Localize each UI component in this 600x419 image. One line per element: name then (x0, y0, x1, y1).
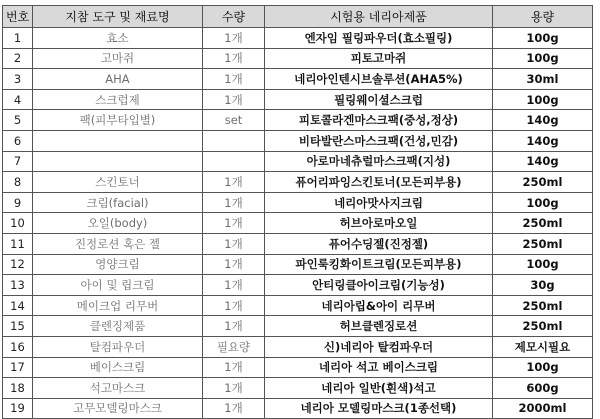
volume: 100g (493, 192, 593, 213)
volume: 250ml (493, 316, 593, 337)
row-number: 3 (3, 69, 33, 90)
row-number: 9 (3, 192, 33, 213)
header-quantity: 수량 (203, 6, 265, 28)
quantity (203, 130, 265, 151)
product-name: 피토고마쥐 (265, 48, 493, 69)
table-row (3, 254, 593, 275)
quantity: 1개 (203, 233, 265, 254)
volume: 30g (493, 275, 593, 296)
volume: 100g (493, 48, 593, 69)
quantity: 1개 (203, 48, 265, 69)
table-row (3, 151, 593, 172)
table-row (3, 336, 593, 357)
table-row (3, 295, 593, 316)
volume: 2000ml (493, 398, 593, 419)
table-row (3, 213, 593, 234)
product-name: 엔자임 필링파우더(효소필링) (265, 28, 493, 49)
table-row (3, 378, 593, 399)
table-row (3, 357, 593, 378)
table-row (3, 192, 593, 213)
volume: 100g (493, 28, 593, 49)
quantity: 1개 (203, 275, 265, 296)
quantity: 1개 (203, 357, 265, 378)
table-row (3, 69, 593, 90)
row-number: 16 (3, 336, 33, 357)
quantity: 1개 (203, 254, 265, 275)
row-number: 11 (3, 233, 33, 254)
product-name: 아로마네츄럴마스크팩(지성) (265, 151, 493, 172)
header-item: 지참 도구 및 재료명 (33, 6, 203, 28)
row-number: 10 (3, 213, 33, 234)
product-name: 네리아 석고 베이스크림 (265, 357, 493, 378)
quantity: 1개 (203, 172, 265, 193)
quantity: set (203, 110, 265, 131)
quantity: 1개 (203, 398, 265, 419)
volume: 250ml (493, 295, 593, 316)
row-number: 17 (3, 357, 33, 378)
product-name: 퓨어리파잉스킨토너(모든피부용) (265, 172, 493, 193)
volume: 250ml (493, 172, 593, 193)
header-volume: 용량 (493, 6, 593, 28)
item-name: 스크럽제 (33, 89, 203, 110)
quantity: 1개 (203, 316, 265, 337)
product-name: 안티링클아이크림(기능성) (265, 275, 493, 296)
table-row (3, 48, 593, 69)
quantity: 1개 (203, 69, 265, 90)
item-name: 아이 및 립크림 (33, 275, 203, 296)
quantity: 1개 (203, 192, 265, 213)
row-number: 18 (3, 378, 33, 399)
volume: 제모시필요 (493, 336, 593, 357)
volume: 100g (493, 89, 593, 110)
header-product: 시험용 네리아제품 (265, 6, 493, 28)
item-name: 탈컴파우더 (33, 336, 203, 357)
volume: 140g (493, 130, 593, 151)
product-name: 네리아맛사지크림 (265, 192, 493, 213)
materials-table (2, 5, 593, 419)
item-name: 석고마스크 (33, 378, 203, 399)
volume: 250ml (493, 233, 593, 254)
item-name: AHA (33, 69, 203, 90)
product-name: 네리아 모델링마스크(1종선택) (265, 398, 493, 419)
item-name: 진정로션 혹은 젤 (33, 233, 203, 254)
materials-table-container (2, 5, 593, 419)
table-row (3, 89, 593, 110)
product-name: 피토콜라겐마스크팩(중성,정상) (265, 110, 493, 131)
quantity: 1개 (203, 378, 265, 399)
table-row (3, 130, 593, 151)
row-number: 6 (3, 130, 33, 151)
volume: 600g (493, 378, 593, 399)
item-name: 효소 (33, 28, 203, 49)
item-name: 팩(피부타입별) (33, 110, 203, 131)
table-row (3, 172, 593, 193)
table-header (3, 6, 593, 28)
product-name: 네리아인텐시브솔루션(AHA5%) (265, 69, 493, 90)
product-name: 비타발란스마스크팩(건성,민감) (265, 130, 493, 151)
header-row (3, 6, 593, 28)
quantity: 1개 (203, 89, 265, 110)
row-number: 5 (3, 110, 33, 131)
quantity: 1개 (203, 28, 265, 49)
quantity: 1개 (203, 213, 265, 234)
item-name: 오일(body) (33, 213, 203, 234)
table-row (3, 275, 593, 296)
item-name: 고무모델링마스크 (33, 398, 203, 419)
item-name: 고마쥐 (33, 48, 203, 69)
quantity: 필요량 (203, 336, 265, 357)
header-number: 번호 (3, 6, 33, 28)
product-name: 네리아립&아이 리무버 (265, 295, 493, 316)
table-row (3, 110, 593, 131)
table-row (3, 233, 593, 254)
row-number: 13 (3, 275, 33, 296)
product-name: 허브클렌징로션 (265, 316, 493, 337)
row-number: 8 (3, 172, 33, 193)
item-name: 영양크림 (33, 254, 203, 275)
product-name: 퓨어수딩젤(진정젤) (265, 233, 493, 254)
item-name: 메이크업 리무버 (33, 295, 203, 316)
item-name: 베이스크림 (33, 357, 203, 378)
volume: 100g (493, 254, 593, 275)
item-name (33, 130, 203, 151)
row-number: 1 (3, 28, 33, 49)
volume: 30ml (493, 69, 593, 90)
row-number: 19 (3, 398, 33, 419)
item-name: 크림(facial) (33, 192, 203, 213)
quantity: 1개 (203, 295, 265, 316)
table-row (3, 28, 593, 49)
volume: 250ml (493, 213, 593, 234)
item-name: 클렌징제품 (33, 316, 203, 337)
volume: 140g (493, 110, 593, 131)
volume: 140g (493, 151, 593, 172)
row-number: 4 (3, 89, 33, 110)
item-name (33, 151, 203, 172)
table-row (3, 316, 593, 337)
product-name: 파인룩킹화이트크림(모든피부용) (265, 254, 493, 275)
quantity (203, 151, 265, 172)
product-name: 네리아 일반(흰색)석고 (265, 378, 493, 399)
table-row (3, 398, 593, 419)
product-name: 허브아로마오일 (265, 213, 493, 234)
row-number: 14 (3, 295, 33, 316)
table-body (3, 28, 593, 419)
product-name: 필링웨이셜스크럽 (265, 89, 493, 110)
row-number: 12 (3, 254, 33, 275)
item-name: 스킨토너 (33, 172, 203, 193)
product-name: 신)네리아 탈컴파우더 (265, 336, 493, 357)
row-number: 2 (3, 48, 33, 69)
row-number: 15 (3, 316, 33, 337)
volume: 100g (493, 357, 593, 378)
row-number: 7 (3, 151, 33, 172)
